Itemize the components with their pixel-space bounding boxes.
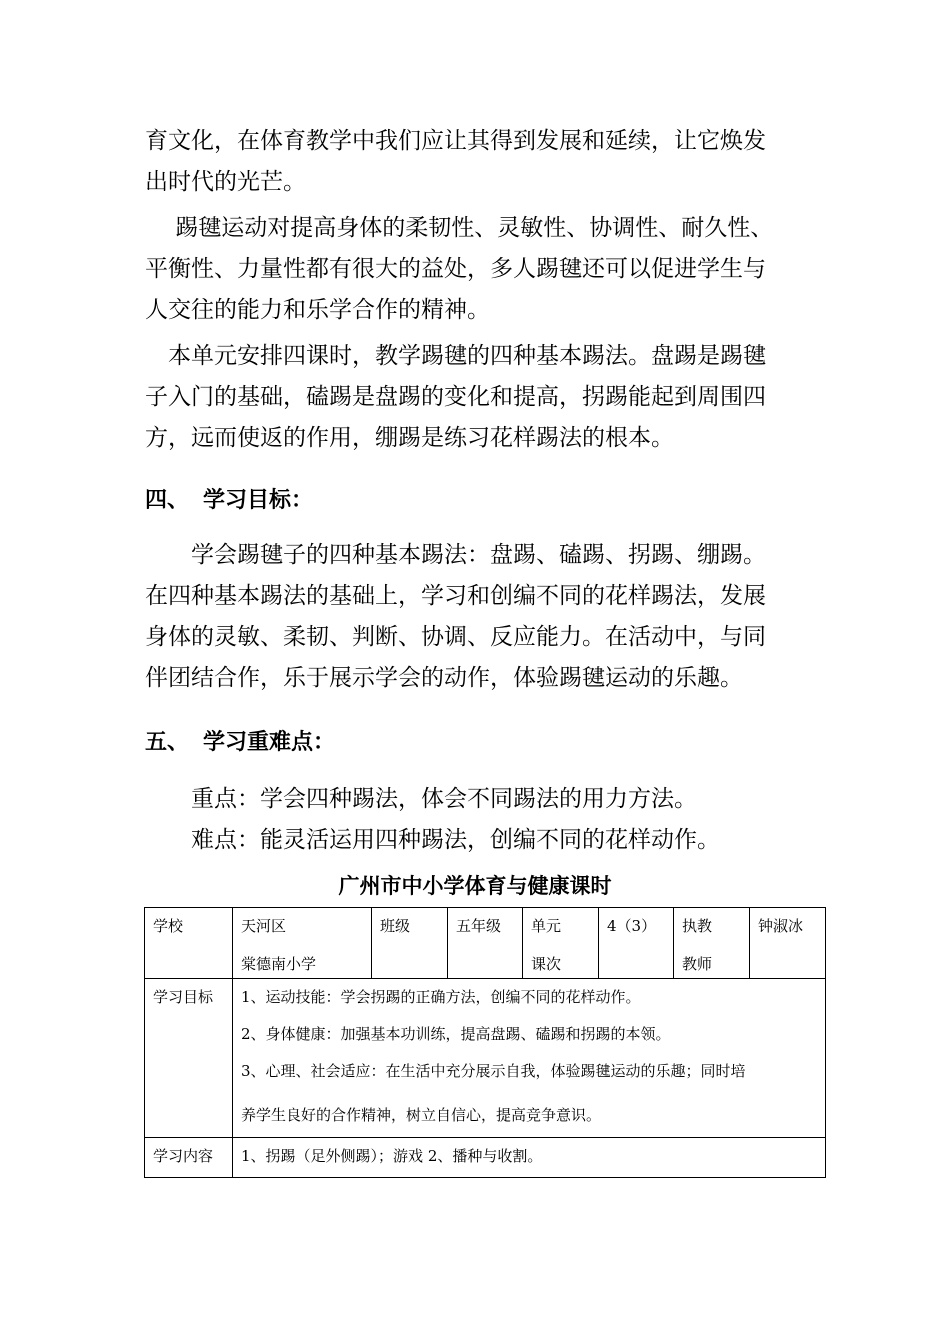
table-row	[145, 979, 826, 1138]
paragraph-2	[145, 208, 815, 331]
paragraph-line: 子入门的基础，磕踢是盘踢的变化和提高，拐踢能起到周围四	[145, 384, 766, 410]
unit-label-line: 单元	[531, 917, 562, 935]
unit-label-cell	[523, 908, 599, 979]
paragraph-line: 出时代的光芒。	[145, 169, 306, 195]
content-label: 学习内容	[153, 1147, 214, 1165]
section-number: 五、	[145, 730, 190, 755]
goals-label-cell	[145, 979, 233, 1138]
paragraph-line: 平衡性、力量性都有很大的益处，多人踢毽还可以促进学生与	[145, 256, 766, 282]
school-name-text: 棠德南小学	[241, 955, 317, 973]
paragraph-line: 在四种基本踢法的基础上，学习和创编不同的花样踢法，发展	[145, 583, 766, 609]
paragraph-3	[145, 336, 815, 459]
teacher-value-cell	[750, 908, 826, 979]
paragraph-line: 身体的灵敏、柔韧、判断、协调、反应能力。在活动中，与同	[145, 624, 766, 650]
paragraph-1	[145, 121, 815, 203]
unit-label-line: 课次	[531, 955, 562, 973]
goal-item: 养学生良好的合作精神，树立自信心，提高竞争意识。	[241, 1106, 602, 1124]
school-value-cell	[233, 908, 372, 979]
section-4-heading	[145, 486, 313, 516]
table-row	[145, 908, 826, 979]
focus-line: 重点：学会四种踢法，体会不同踢法的用力方法。	[145, 786, 697, 812]
teacher-label-line: 执教	[682, 917, 713, 935]
school-label-cell	[145, 908, 233, 979]
section-title: 学习重难点：	[203, 730, 336, 755]
paragraph-line: 本单元安排四课时，教学踢毽的四种基本踢法。盘踢是踢毽	[145, 343, 766, 369]
learning-goals-paragraph	[145, 535, 815, 699]
content-label-cell	[145, 1138, 233, 1178]
section-5-heading	[145, 728, 335, 758]
table-row	[145, 1138, 826, 1178]
teacher-label-cell	[674, 908, 750, 979]
goal-item: 1、运动技能：学会拐踢的正确方法，创编不同的花样动作。	[241, 988, 641, 1006]
school-label: 学校	[153, 917, 184, 935]
section-number: 四、	[145, 488, 190, 513]
paragraph-line: 人交往的能力和乐学合作的精神。	[145, 297, 490, 323]
paragraph-line: 踢毽运动对提高身体的柔韧性、灵敏性、协调性、耐久性、	[145, 215, 774, 241]
district-text: 天河区	[241, 917, 287, 935]
content-text: 1、拐踢（足外侧踢）；游戏 2、播种与收割。	[241, 1147, 543, 1165]
goals-cell	[233, 979, 826, 1138]
difficulty-line: 难点：能灵活运用四种踢法，创编不同的花样动作。	[145, 827, 720, 853]
class-label-cell	[372, 908, 448, 979]
class-value: 五年级	[456, 917, 502, 935]
class-label: 班级	[380, 917, 411, 935]
content-cell	[233, 1138, 826, 1178]
unit-value-cell	[599, 908, 674, 979]
teacher-label-line: 教师	[682, 955, 713, 973]
goal-item: 3、心理、社会适应：在生活中充分展示自我，体验踢毽运动的乐趣；同时培	[241, 1062, 746, 1080]
paragraph-line: 伴团结合作，乐于展示学会的动作，体验踢毽运动的乐趣。	[145, 665, 743, 691]
goals-label: 学习目标	[153, 988, 214, 1006]
paragraph-line: 育文化，在体育教学中我们应让其得到发展和延续，让它焕发	[145, 128, 766, 154]
class-value-cell	[448, 908, 523, 979]
key-points-paragraph	[145, 779, 815, 861]
lesson-plan-table	[144, 907, 826, 1178]
paragraph-line: 方，远而使返的作用，绷踢是练习花样踢法的根本。	[145, 425, 674, 451]
paragraph-line: 学会踢毽子的四种基本踢法：盘踢、磕踢、拐踢、绷踢。	[145, 542, 766, 568]
teacher-name: 钟淑冰	[758, 917, 804, 935]
section-title: 学习目标：	[203, 488, 314, 513]
unit-value: 4（3）	[607, 917, 657, 935]
table-title: 广州市中小学体育与健康课时	[338, 874, 612, 898]
goal-item: 2、身体健康：加强基本功训练，提高盘踢、磕踢和拐踢的本领。	[241, 1025, 671, 1043]
